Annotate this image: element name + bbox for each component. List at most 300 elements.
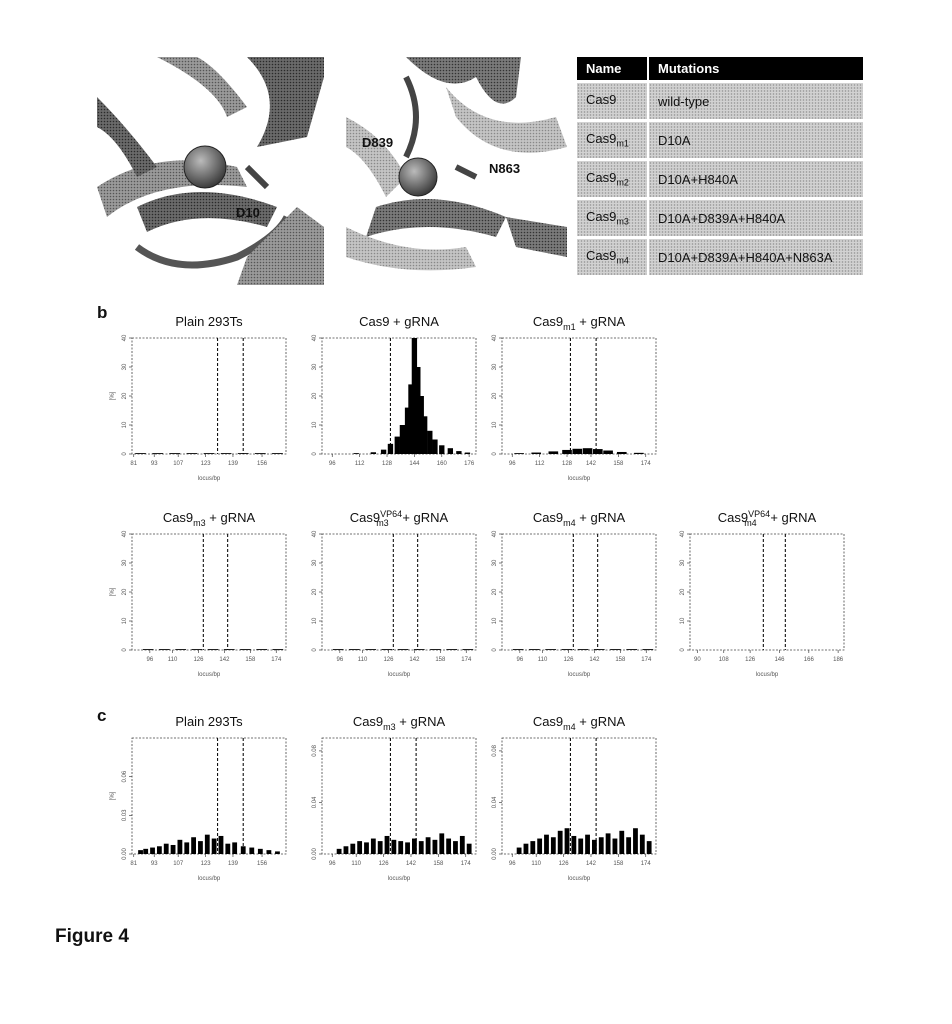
y-tick-label: 0.06 [122,770,128,783]
plot-frame [322,738,476,854]
x-tick-label: 158 [245,657,256,663]
y-tick-label: 20 [312,588,318,596]
y-tick-label: 0 [492,452,498,456]
chart-title [533,714,626,732]
x-tick-label: 139 [227,861,238,867]
data-bar [578,839,583,854]
y-tick-label: 10 [680,617,686,625]
y-tick-label: 10 [492,421,498,429]
y-tick-label: 10 [122,421,128,429]
x-tick-label: 158 [433,861,444,867]
data-bar [138,850,143,854]
data-bar [529,649,540,650]
y-tick-label: 0 [680,648,686,652]
data-bar [571,836,576,854]
data-bar [191,837,196,854]
x-tick-label: 146 [774,657,785,663]
data-bar [238,453,249,454]
chart-b-cas9-m3 [110,508,292,688]
x-tick-label: 139 [227,461,238,467]
x-tick-label: 126 [378,861,389,867]
data-bar [549,451,559,454]
plot-frame [132,534,286,650]
chart-svg [110,312,292,492]
data-bar [178,840,183,854]
chart-b-cas9-m4-vp64 [668,508,850,688]
x-tick-label: 123 [200,461,211,467]
chart-title [359,314,439,329]
data-bar [364,842,369,854]
plot-frame [322,534,476,650]
data-bar [551,837,556,854]
data-bar [446,649,457,650]
data-bar [640,835,645,854]
data-bar [517,848,522,854]
data-bar [388,444,393,454]
chart-title-base: Cas9 [532,714,564,729]
chart-title [718,509,817,528]
data-bar [524,844,529,854]
structure-ruvc-domain-image [97,57,324,285]
data-bar [391,840,396,854]
y-tick-label: 20 [492,392,498,400]
data-bar [465,453,470,454]
chart-b-plain-293ts [110,312,292,492]
chart-title-rest: + gRNA [395,714,446,729]
chart-svg [110,508,292,688]
data-bar [256,649,267,650]
chart-svg [110,712,292,892]
variant-name-cell [577,82,648,121]
data-bar [354,453,359,454]
y-tick-label: 0.00 [122,848,128,860]
data-bar [333,649,344,650]
data-bar [221,453,232,454]
data-bar [198,841,203,854]
x-tick-label: 174 [271,657,282,663]
chart-b-cas9-m1 [480,312,662,492]
variant-subscript: m4 [616,255,629,266]
x-tick-label: 174 [461,657,472,663]
panel-letter-c: c [97,706,107,725]
x-tick-label: 142 [585,461,596,467]
x-tick-label: 166 [803,657,814,663]
x-axis-label: locus/bp [387,876,411,882]
structure-hnh-domain-image [346,57,567,285]
data-bar [344,846,349,854]
residue-label-d839: D839 [362,135,394,150]
y-tick-label: 0.00 [312,848,318,860]
chart-c-cas9-m4 [480,712,662,892]
data-bar [610,649,621,650]
chart-svg [300,712,482,892]
figure-caption: Figure 4 [55,926,129,947]
data-bar [225,844,230,854]
table-row [577,238,863,276]
data-bar [191,649,202,650]
x-tick-label: 96 [146,657,154,663]
x-tick-label: 158 [613,461,624,467]
y-tick-label: 40 [680,530,686,538]
mutations-cell: wild-type [648,82,863,121]
chart-c-cas9-m3 [300,712,482,892]
data-bar [381,649,392,650]
y-tick-label: 0 [312,648,318,652]
data-bar [205,835,210,854]
y-tick-label: 0.08 [492,745,498,757]
data-bar [419,841,424,854]
residue-label-d10: D10 [236,205,260,220]
chart-title-base: Cas9 [349,510,381,525]
x-tick-label: 108 [718,657,729,663]
data-bar [255,453,266,454]
chart-title-rest: + gRNA [205,510,256,525]
plot-frame [502,738,656,854]
data-bar [275,851,280,854]
chart-title-rest: + gRNA [575,314,626,329]
data-bar [585,835,590,854]
data-bar [164,844,169,854]
variant-name: Cas9 [586,209,617,225]
x-tick-label: 123 [200,861,211,867]
y-tick-label: 30 [312,363,318,371]
data-bar [594,649,605,650]
y-tick-label: 0 [312,452,318,456]
column-header-name: Name [577,57,648,82]
data-bar [633,828,638,854]
data-bar [467,844,472,854]
x-tick-label: 128 [562,461,573,467]
x-tick-label: 176 [464,461,475,467]
x-tick-label: 174 [640,461,651,467]
y-tick-label: 30 [122,363,128,371]
y-tick-label: 10 [122,617,128,625]
mutations-cell: D10A [648,121,863,160]
x-tick-label: 128 [382,461,393,467]
data-bar [208,649,219,650]
data-bar [169,453,180,454]
x-tick-label: 156 [257,861,268,867]
y-tick-label: 0.04 [312,796,318,809]
data-bar [249,848,254,854]
y-tick-label: 20 [680,588,686,596]
chart-title-base: Plain 293Ts [175,714,243,729]
table-header-row [577,57,863,82]
x-tick-label: 110 [351,861,362,867]
data-bar [439,445,444,454]
chart-title-base: Cas9 [532,510,564,525]
data-bar [414,649,425,650]
chart-svg [300,312,482,492]
data-bar [371,839,376,854]
y-tick-label: 0.04 [492,796,498,809]
chart-svg [480,712,662,892]
x-axis-label: locus/bp [197,476,221,482]
chart-title-base: Plain 293Ts [175,314,243,329]
chart-title [175,714,243,729]
mutations-cell: D10A+D839A+H840A+N863A [648,238,863,276]
data-bar [385,836,390,854]
data-bar [427,431,432,454]
data-bar [439,833,444,854]
x-tick-label: 144 [409,461,420,467]
variant-name: Cas9 [586,92,617,108]
data-bar [593,449,603,454]
mutations-cell: D10A+H840A [648,160,863,199]
data-bar [224,649,235,650]
data-bar [572,449,582,454]
data-bar [433,840,438,854]
data-bar [578,649,589,650]
x-tick-label: 96 [328,461,336,467]
x-tick-label: 126 [563,657,574,663]
y-axis-label: [%] [110,391,116,401]
data-bar [619,831,624,854]
x-axis-label: locus/bp [755,672,779,678]
x-tick-label: 174 [640,861,651,867]
y-tick-label: 40 [492,334,498,342]
x-tick-label: 110 [357,657,368,663]
x-axis-label: locus/bp [197,876,221,882]
data-bar [583,448,593,454]
data-bar [143,849,148,854]
y-tick-label: 20 [492,588,498,596]
data-bar [561,649,572,650]
chart-title [163,510,256,528]
x-tick-label: 96 [508,861,516,867]
x-tick-label: 174 [460,861,471,867]
data-bar [456,451,461,454]
data-bar [204,453,215,454]
x-tick-label: 126 [558,861,569,867]
data-bar [232,842,237,854]
chart-title-rest: + gRNA [575,510,626,525]
chart-title-base: Cas9 [717,510,749,525]
data-bar [157,846,162,854]
x-tick-label: 126 [745,657,756,663]
data-bar [448,448,453,454]
chart-title [353,714,446,732]
chart-title-rest: + gRNA [766,510,817,525]
data-bar [562,450,572,454]
table-row [577,82,863,121]
chart-title [533,510,626,528]
x-tick-label: 96 [508,461,516,467]
data-bar [152,453,163,454]
x-tick-label: 107 [173,461,184,467]
x-tick-label: 158 [613,861,624,867]
x-tick-label: 158 [435,657,446,663]
variant-name: Cas9 [586,248,617,264]
data-bar [513,649,524,650]
y-axis-label: [%] [110,791,116,801]
data-bar [187,453,198,454]
data-bar [514,453,524,454]
panel-letter-b: b [97,303,108,322]
y-tick-label: 0 [492,648,498,652]
variant-name: Cas9 [586,170,617,186]
data-bar [430,649,441,650]
data-bar [135,453,146,454]
x-tick-label: 110 [531,861,542,867]
data-bar [626,649,637,650]
data-bar [599,837,604,854]
data-bar [643,649,654,650]
y-tick-label: 20 [122,392,128,400]
data-bar [240,649,251,650]
data-bar [432,440,437,455]
plot-frame [502,534,656,650]
data-bar [565,828,570,854]
x-tick-label: 142 [409,657,420,663]
x-tick-label: 142 [405,861,416,867]
y-tick-label: 40 [312,334,318,342]
data-bar [613,839,618,854]
table-row [577,121,863,160]
x-tick-label: 174 [641,657,652,663]
chart-title-base: Cas9 [532,314,564,329]
chart-title-rest: + gRNA [575,714,626,729]
variant-subscript: m3 [616,216,629,227]
residue-label-n863: N863 [489,161,521,176]
mutations-table [577,57,863,275]
data-bar [412,839,417,854]
y-tick-label: 30 [492,363,498,371]
chart-title-subscript: m4 [563,722,576,732]
y-tick-label: 0.08 [312,745,318,757]
chart-title-subscript: m4 [744,518,757,528]
data-bar [603,451,613,454]
chart-b-cas9-m3-vp64 [300,508,482,688]
table-row [577,199,863,238]
y-tick-label: 30 [312,559,318,567]
chart-title-subscript: m4 [563,518,576,528]
data-bar [460,836,465,854]
data-bar [422,416,427,454]
chart-title-subscript: m3 [193,518,206,528]
data-bar [537,839,542,854]
variant-subscript: m1 [616,138,629,149]
y-tick-label: 30 [680,559,686,567]
data-bar [634,453,644,454]
data-bar [212,839,217,854]
x-tick-label: 90 [693,657,701,663]
data-bar [400,425,405,454]
chart-b-cas9 [300,312,482,492]
data-bar [272,453,283,454]
data-bar [150,848,155,854]
data-bar [446,839,451,854]
y-tick-label: 20 [122,588,128,596]
y-tick-label: 0.03 [122,809,128,822]
chart-title [350,509,449,528]
y-tick-label: 0.00 [492,848,498,860]
x-tick-label: 81 [130,861,138,867]
data-bar [171,845,176,854]
y-tick-label: 0 [122,648,128,652]
data-bar [350,844,355,854]
data-bar [395,437,400,454]
variant-subscript: m2 [616,177,629,188]
data-bar [266,850,271,854]
data-bar [398,841,403,854]
y-tick-label: 10 [492,617,498,625]
y-tick-label: 40 [492,530,498,538]
y-tick-label: 30 [122,559,128,567]
data-bar [159,649,170,650]
mutations-cell: D10A+D839A+H840A [648,199,863,238]
chart-svg [300,508,482,688]
x-tick-label: 186 [833,657,844,663]
data-bar [378,841,383,854]
x-tick-label: 93 [150,861,158,867]
data-bar [241,846,246,854]
data-bar [219,836,224,854]
x-tick-label: 142 [585,861,596,867]
chart-title [175,314,243,329]
data-bar [398,649,409,650]
chart-svg [480,508,662,688]
data-bar [426,837,431,854]
y-tick-label: 30 [492,559,498,567]
x-tick-label: 81 [130,461,138,467]
data-bar [606,833,611,854]
x-axis-label: locus/bp [387,672,411,678]
data-bar [337,849,342,854]
data-bar [273,649,284,650]
table-row [577,160,863,199]
data-bar [626,837,631,854]
data-bar [143,649,154,650]
data-bar [617,452,627,454]
chart-title-subscript: m3 [376,518,389,528]
chart-b-cas9-m4 [480,508,662,688]
data-bar [453,841,458,854]
x-tick-label: 110 [167,657,178,663]
data-bar [558,831,563,854]
y-axis-label: [%] [110,587,116,597]
plot-frame [502,338,656,454]
x-tick-label: 112 [354,461,365,467]
x-axis-label: locus/bp [567,876,591,882]
data-bar [544,835,549,854]
x-tick-label: 96 [328,861,336,867]
plot-frame [690,534,844,650]
y-tick-label: 20 [312,392,318,400]
chart-title-rest: + gRNA [398,510,449,525]
x-tick-label: 126 [193,657,204,663]
data-bar [530,841,535,854]
variant-name-cell [577,121,648,160]
data-bar [647,841,652,854]
x-tick-label: 110 [537,657,548,663]
x-tick-label: 96 [336,657,344,663]
x-tick-label: 96 [516,657,524,663]
x-tick-label: 158 [615,657,626,663]
variant-name-cell [577,199,648,238]
y-tick-label: 10 [312,617,318,625]
chart-svg [668,508,850,688]
chart-title-base: Cas9 + gRNA [359,314,439,329]
data-bar [381,450,386,454]
plot-frame [132,338,286,454]
x-tick-label: 142 [219,657,230,663]
y-tick-label: 40 [312,530,318,538]
chart-title-superscript: VP64 [380,509,403,519]
data-bar [349,649,360,650]
column-header-mutations: Mutations [648,57,863,82]
y-tick-label: 40 [122,334,128,342]
